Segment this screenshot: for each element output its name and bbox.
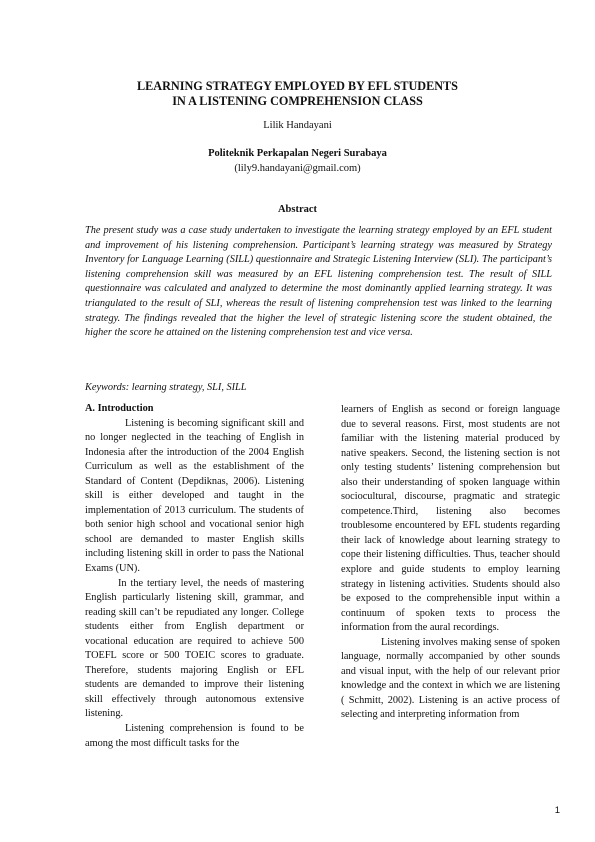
author-name: Lilik Handayani <box>263 120 332 131</box>
title-line-2: IN A LISTENING COMPREHENSION CLASS <box>172 93 423 108</box>
abstract-text: The present study was a case study undertaken to investigate the learning strategy employed by an EFL student and improvement of his listening comprehension. Participant’s learning strategy was measured by Strategy Inventory for Language Learning (SILL) questionnaire and Strategic Listening Interview (SLI). The participant’s listening comprehension skill was measured by an EFL listening comprehension test. The result of SILL questionnaire was calculated and analyzed to determine the most dominantly applied learning strategy. It was triangulated to the result of SLI, whereas the result of listening comprehension test was linked to the learning strategy. The findings revealed that the higher the level of strategic listening score the student obtained, the higher the score he attained on the listening comprehension test and vice versa. <box>85 225 552 339</box>
section-heading-introduction: A. Introduction <box>85 403 154 414</box>
author-email: (lily9.handayani@gmail.com) <box>234 163 361 174</box>
intro-paragraph-4: Listening involves making sense of spoken language, normally accompanied by other sounds and visual input, with the help of our relevant prior knowledge and the context in which we are listening ( Schmitt, 2002). Listening is an active process of selecting and interpreting information from <box>341 636 560 721</box>
title-line-1: LEARNING STRATEGY EMPLOYED BY EFL STUDENTS <box>137 79 458 93</box>
intro-paragraph-3: Listening comprehension is found to be among the most difficult tasks for the <box>85 723 304 749</box>
paper-title <box>60 79 535 108</box>
right-column <box>341 403 560 723</box>
keywords: Keywords: learning strategy, SLI, SILL <box>85 382 247 393</box>
intro-paragraph-1: Listening is becoming significant skill and no longer neglected in the teaching of English in Indonesia after the introduction of the 2004 English Curriculum as well as the establishment of the Standard of Content (Depdiknas, 2006). Listening skill is either developed and taught in the implementation of 2013 curriculum. The students of both senior high school and vocational senior high school are demanded to master English skills including listening skill in order to pass the National Exams (UN). <box>85 417 304 575</box>
intro-paragraph-2: In the tertiary level, the needs of mastering English particularly listening skill, grammar, and reading skill can’t be repudiated any longer. College students either from English department or vocational education are required to achieve 500 TOEFL score or 500 TOEIC scores to graduate. Therefore, students majoring English or EFL students are demanded to improve their listening skill effectively through autonomous extensive listening. <box>85 577 304 720</box>
abstract-heading: Abstract <box>277 204 318 215</box>
intro-paragraph-3-continued: learners of English as second or foreign language due to several reasons. First, most students are not familiar with the listening material produced by native speakers. Second, the listening section is not only testing students’ listening comprehension but also their understanding of spoken language within sociocultural, discourse, pragmatic and strategic competence.Third, listening also becomes troublesome encountered by EFL students regarding their lack of knowledge about learning strategy to cope their listening difficulties. Thus, teacher should explore and guide students to employ learning strategy in listening activities. Students should also be exposed to the comprehensible input within a continuum of spoken texts to process the information from the aural recordings. <box>341 404 560 634</box>
page-number: 1 <box>554 805 560 816</box>
author-affiliation: Politeknik Perkapalan Negeri Surabaya <box>208 148 387 159</box>
left-column <box>85 402 304 751</box>
